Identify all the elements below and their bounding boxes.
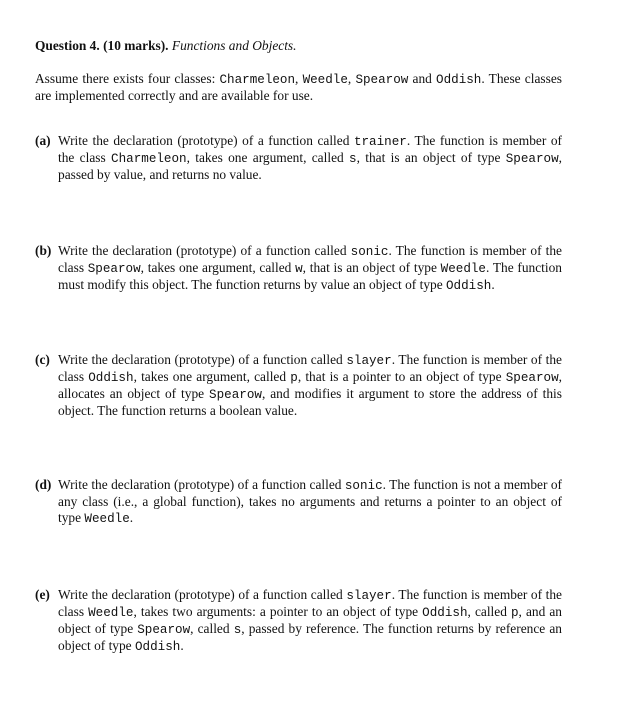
part-text: , passed by reference. The function returns by reference an object of type xyxy=(58,621,562,653)
intro-paragraph xyxy=(35,71,562,104)
part-text: . xyxy=(491,277,495,292)
part-b-text xyxy=(58,243,562,294)
part-text: Write the declaration (prototype) of a function called xyxy=(58,133,354,148)
part-text: . The function is not a member of any class (i.e., a global function), takes no arguments and returns a pointer to an object of type xyxy=(58,477,562,525)
part-text: . xyxy=(129,510,134,525)
part-c-label: (c) xyxy=(35,352,50,367)
question-heading xyxy=(35,38,297,54)
part-e-text xyxy=(58,587,562,655)
part-text: , called xyxy=(190,621,234,636)
part-text: . The function is member of the class xyxy=(58,587,563,619)
question-label: Question 4. (10 marks). xyxy=(35,38,169,53)
code-term: p xyxy=(510,606,519,620)
part-a-text xyxy=(58,133,562,183)
part-text: , takes two arguments: a pointer to an object of type xyxy=(133,604,423,619)
part-text: , and an object of type xyxy=(58,604,562,636)
intro-text: . These classes are implemented correctly and are available for use. xyxy=(35,71,562,103)
code-term: trainer xyxy=(353,135,407,149)
part-e-label: (e) xyxy=(35,587,50,602)
part-d xyxy=(35,477,562,527)
part-text: , that is an object of type xyxy=(356,150,506,165)
code-term: Oddish xyxy=(88,371,134,385)
part-c-text xyxy=(58,352,562,419)
code-term: Spearow xyxy=(209,388,262,402)
part-text: , called xyxy=(467,604,511,619)
part-text: , takes one argument, called xyxy=(186,150,350,165)
part-text: , takes one argument, called xyxy=(140,260,296,275)
code-term: Spearow xyxy=(87,262,141,276)
code-term: Spearow xyxy=(505,152,559,166)
code-term: Oddish xyxy=(422,606,468,620)
intro-text: Assume there exists four classes: xyxy=(35,71,220,86)
class-name: Spearow xyxy=(355,73,409,87)
code-term: Spearow xyxy=(505,371,559,385)
intro-text: , xyxy=(295,71,303,86)
part-a-label: (a) xyxy=(35,133,51,148)
part-c xyxy=(35,352,562,419)
code-term: Weedle xyxy=(84,512,130,526)
code-term: Weedle xyxy=(440,262,486,276)
part-text: Write the declaration (prototype) of a function called xyxy=(58,477,345,492)
part-text: . The function is member of the class xyxy=(58,133,562,165)
part-b xyxy=(35,243,562,294)
part-e xyxy=(35,587,562,655)
part-text: . The function must modify this object. The function returns by value an object of type xyxy=(58,260,562,292)
code-term: sonic xyxy=(350,245,389,259)
part-b-label: (b) xyxy=(35,243,52,258)
question-subtitle: Functions and Objects. xyxy=(171,38,297,53)
code-term: s xyxy=(349,152,357,166)
part-text: , and modifies it argument to store the address of this object. The function returns a boolean value. xyxy=(58,386,562,418)
code-term: p xyxy=(290,371,298,385)
part-d-label: (d) xyxy=(35,477,52,492)
part-text: . xyxy=(180,638,184,653)
part-text: Write the declaration (prototype) of a function called xyxy=(58,587,347,602)
code-term: Weedle xyxy=(88,606,134,620)
code-term: Oddish xyxy=(134,640,181,654)
code-term: Charmeleon xyxy=(111,152,187,166)
class-name: Oddish xyxy=(436,73,482,87)
intro-text: and xyxy=(408,71,437,86)
part-text: . The function is member of the class xyxy=(58,352,563,384)
code-term: sonic xyxy=(344,479,383,493)
part-a xyxy=(35,133,562,183)
part-text: , that is an object of type xyxy=(302,260,441,275)
part-d-text xyxy=(58,477,562,527)
code-term: slayer xyxy=(346,589,392,603)
code-term: s xyxy=(233,623,242,637)
part-text: , that is a pointer to an object of type xyxy=(297,369,506,384)
code-term: Spearow xyxy=(137,623,191,637)
part-text: , passed by value, and returns no value. xyxy=(58,150,562,182)
part-text: Write the declaration (prototype) of a function called xyxy=(58,352,347,367)
code-term: w xyxy=(295,262,303,276)
part-text: . The function is member of the class xyxy=(58,243,562,275)
part-text: , allocates an object of type xyxy=(58,369,562,401)
part-text: , takes one argument, called xyxy=(133,369,291,384)
intro-text: , xyxy=(347,71,356,86)
code-term: Oddish xyxy=(446,279,492,293)
class-name: Charmeleon xyxy=(219,73,296,87)
part-text: Write the declaration (prototype) of a function called xyxy=(58,243,351,258)
class-name: Weedle xyxy=(302,73,348,87)
code-term: slayer xyxy=(346,354,392,368)
